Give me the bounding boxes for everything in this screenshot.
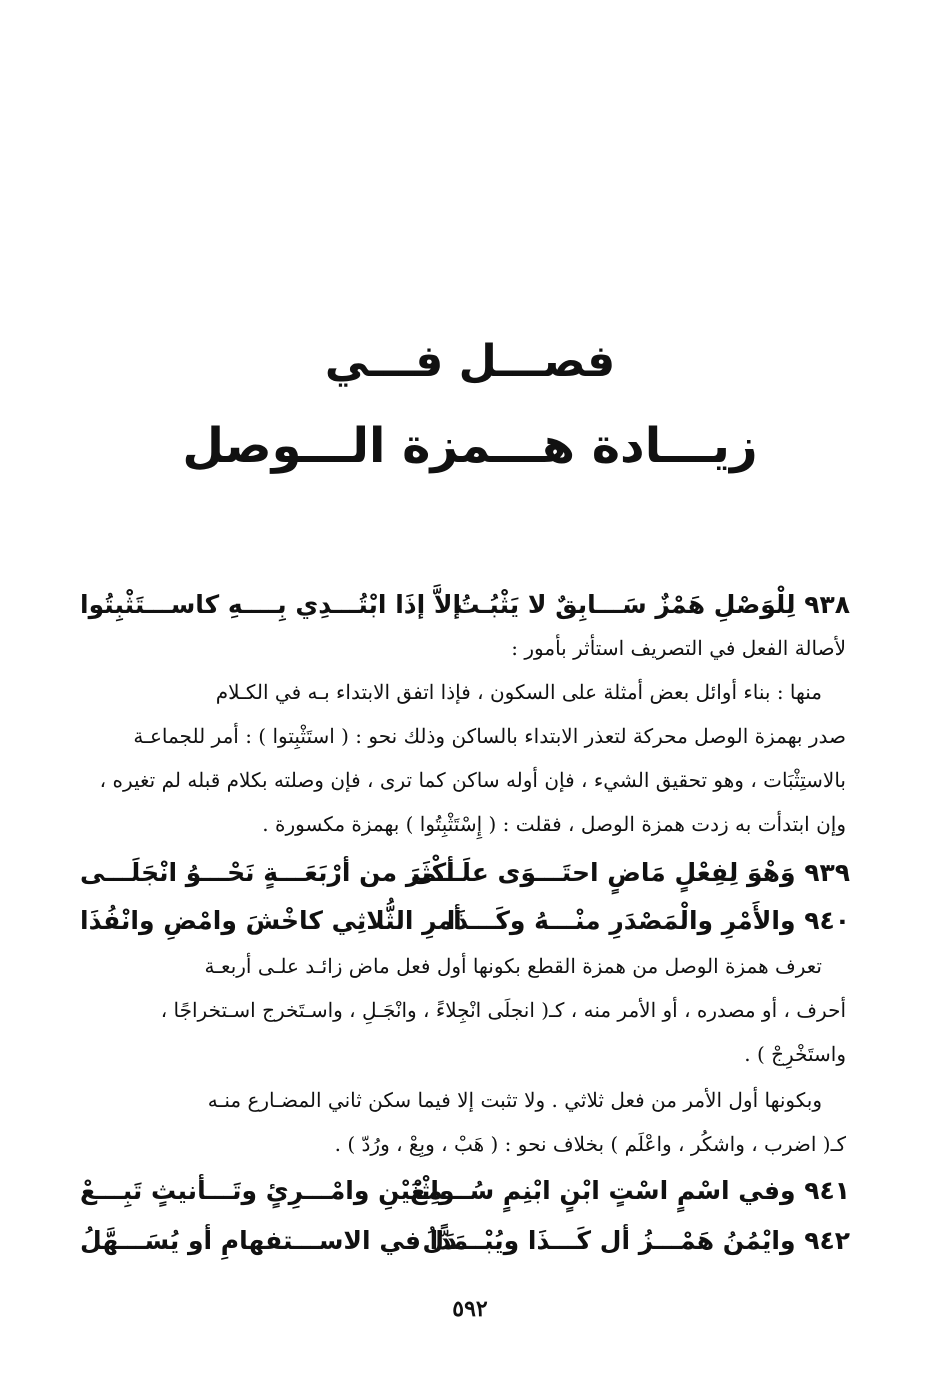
verse-second-hemistich: مَدًّا في الاســـتفهامِ أو يُسَـــهَّلُ — [80, 1226, 469, 1255]
verse-second-hemistich: أكْثَرَ من أرْبَعَـــةٍ نَحْـــوُ انْجَلَـــى — [80, 858, 455, 887]
verse-940 — [80, 898, 850, 944]
paragraph-line: لأصالة الفعل في التصريف استأثر بأمور : — [511, 636, 846, 660]
verse-941 — [80, 1168, 850, 1214]
paragraph-line: كـ( اضرب ، واشكُر ، واعْلَم ) بخلاف نحو : ( هَبْ ، وبِعْ ، ورُدّ ) . — [334, 1132, 846, 1156]
commentary-paragraph-1 — [76, 626, 846, 846]
verse-938 — [80, 582, 850, 628]
paragraph-line: واستَخْرِجْ ) . — [744, 1042, 846, 1066]
verse-second-hemistich: إلاَّ إذَا ابْتُـــدِي بِــــهِ كاســـتَثْبِتُوا — [80, 590, 462, 619]
paragraph-line: بالاستِثْبَات ، وهو تحقيق الشيء ، فإن أوله ساكن كما ترى ، فإن وصلته بكلام قبله لم تغيره ، — [99, 768, 846, 792]
commentary-paragraph-3 — [76, 1078, 846, 1166]
verse-first-hemistich: ٩٤٢ وايْمُنُ هَمْـــزُ أل كَـــذَا ويُبْـــدَلُ — [422, 1226, 850, 1255]
chapter-title-line-1: فصـــل فـــي — [324, 336, 616, 387]
verse-first-hemistich: ٩٣٩ وَهْوَ لِفِعْلٍ مَاضٍ احتَـــوَى علَـــى — [410, 858, 850, 887]
commentary-paragraph-2 — [76, 944, 846, 1076]
paragraph-line: وبكونها أول الأمر من فعل ثلاثي . ولا تثبت إلا فيما سكن ثاني المضـارع منـه — [207, 1088, 822, 1112]
verse-939 — [80, 850, 850, 896]
paragraph-line: وإن ابتدأت به زدت همزة الوصل ، فقلت : ( إِسْتَثْبِتُوا ) بهمزة مكسورة . — [262, 812, 846, 836]
verse-second-hemistich: أمرِ الثُّلاثِي كاخْشَ وامْضِ وانْفُذَا — [80, 906, 462, 935]
verse-942 — [80, 1218, 850, 1264]
page-number: ٥٩٢ — [452, 1296, 488, 1322]
verse-second-hemistich: واثْنَيْنِ وامْـــرِئٍ وتَـــأنيثٍ تَبِـــعْ — [80, 1176, 455, 1205]
paragraph-line: منها : بناء أوائل بعض أمثلة على السكون ، فإذا اتفق الابتداء بـه في الكـلام — [215, 680, 822, 704]
paragraph-line: تعرف همزة الوصل من همزة القطع بكونها أول فعل ماض زائـد علـى أربعـة — [204, 954, 822, 978]
verse-first-hemistich: ٩٤٠ والأَمْرِ والْمَصْدَرِ منْـــهُ وكَـــذَا — [446, 906, 850, 935]
paragraph-line: أحرف ، أو مصدره ، أو الأمر منه ، كـ( انجلَى انْجِلاءً ، وانْجَـلِ ، واسـتَخرج اسـتخراجًا ، — [160, 998, 846, 1022]
paragraph-line: صدر بهمزة الوصل محركة لتعذر الابتداء بالساكن وذلك نحو : ( استَثْبِتوا ) : أمر للجماعـة — [133, 724, 846, 748]
chapter-title-line-2: زيـــادة هـــمزة الـــوصل — [182, 418, 758, 474]
verse-first-hemistich: ٩٤١ وفي اسْمٍ اسْتٍ ابْنٍ ابْنِمٍ سُـــمِعْ — [410, 1176, 850, 1205]
verse-first-hemistich: ٩٣٨ لِلْوَصْلِ هَمْزٌ سَـــابِقٌ لا يَثْبُـتُ — [454, 590, 850, 619]
